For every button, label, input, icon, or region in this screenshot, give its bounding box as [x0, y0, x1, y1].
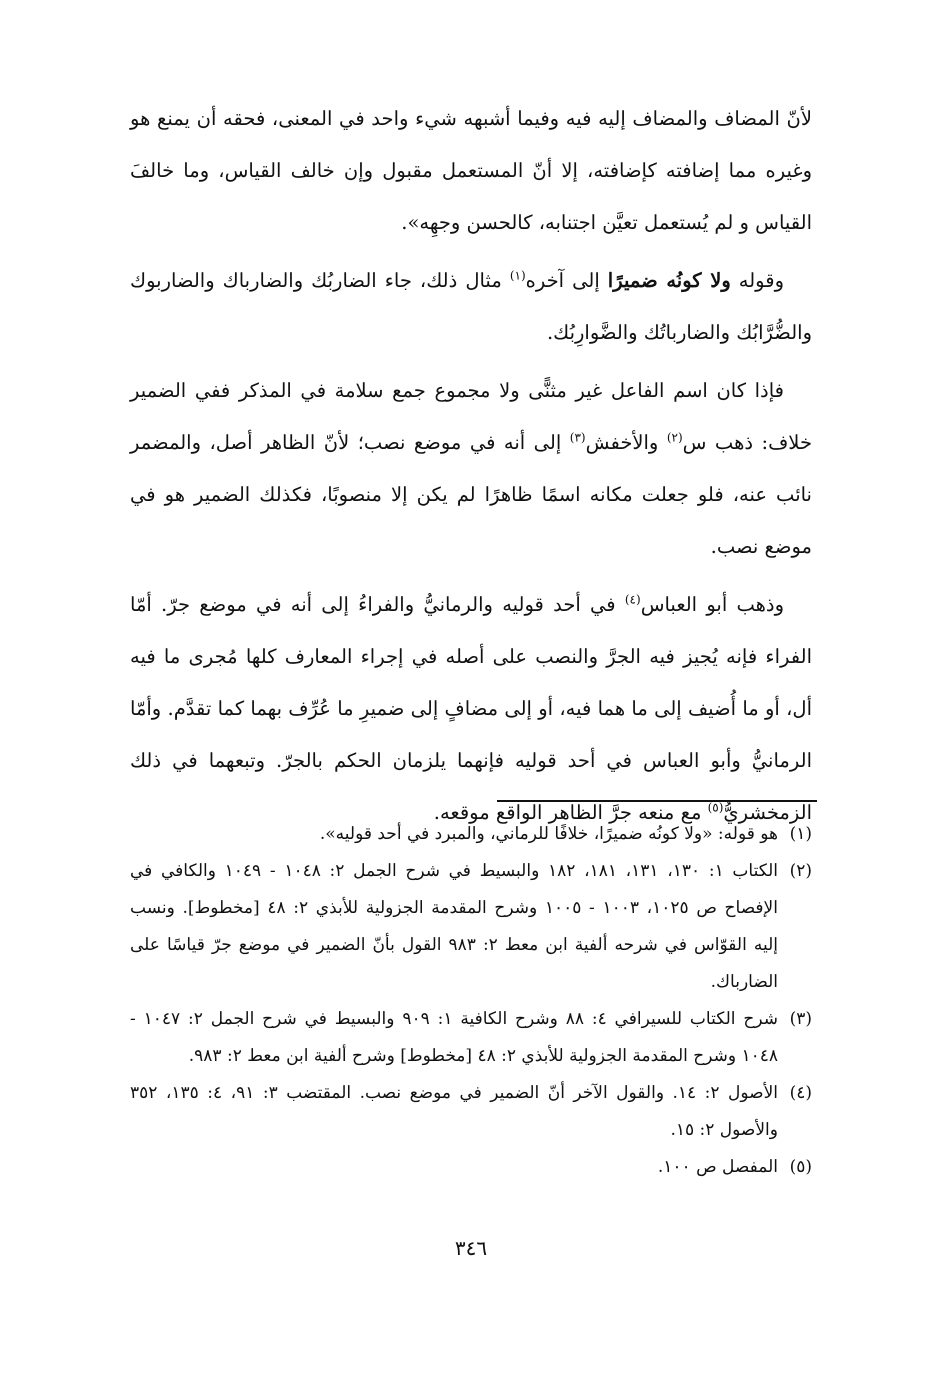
footnote-text: الكتاب ١: ١٣٠، ١٣١، ١٨١، ١٨٢ والبسيط في شرح الجمل ٢: ١٠٤٨ - ١٠٤٩ والكافي في الإفصاح ص ١٠٢٥، ١٠٠٣ - ١٠٠٥ وشرح المقدمة الجزولية للأبذي ٢: ٤٨ [مخطوط]. ونسب إليه القوّاس في شرحه ألفية ابن معط ٢: ٩٨٣ القول بأنّ الضمير في موضع جرّ قياسًا على الضارباك. — [130, 861, 779, 992]
main-text — [130, 93, 812, 845]
footnote-text: شرح الكتاب للسيرافي ٤: ٨٨ وشرح الكافية ١: ٩٠٩ والبسيط في شرح الجمل ٢: ١٠٤٧ - ١٠٤٨ وشرح المقدمة الجزولية للأبذي ٢: ٤٨ [مخطوط] وشرح ألفية ابن معط ٢: ٩٨٣. — [130, 1009, 778, 1066]
footnote-ref-5[interactable]: (٥) — [707, 800, 724, 815]
paragraph-2-rest: مثال ذلك، جاء الضاربُك والضارباك والضاربوك والضُّرَّابُك والضارباتُك والضَّوارِبُك. — [130, 269, 812, 344]
paragraph-2-mid: إلى آخره — [525, 269, 608, 292]
footnote — [130, 1001, 812, 1075]
paragraph-4-a: وذهب أبو العباس — [640, 593, 784, 616]
paragraph-3 — [130, 365, 812, 573]
paragraph-3-a: فإذا كان اسم الفاعل غير مثنًّى ولا مجموع جمع سلامة في المذكر ففي الضمير خلاف: ذهب س — [130, 379, 812, 454]
footnotes — [130, 816, 812, 1186]
footnote-text: الأصول ٢: ١٤. والقول الآخر أنّ الضمير في موضع نصب. المقتضب ٣: ٩١، ٤: ١٣٥، ٣٥٢ والأصول ٢: ١٥. — [130, 1083, 779, 1140]
quoted-phrase: ولا كونُه ضميرًا — [607, 269, 731, 292]
footnote-divider — [497, 800, 817, 802]
footnote-text: هو قوله: «ولا كونُه ضميرًا، خلافًا للرماني، والمبرد في أحد قوليه». — [319, 824, 778, 844]
paragraph-2 — [130, 255, 812, 359]
paragraph-1: لأنّ المضاف والمضاف إليه فيه وفيما أشبهه شيء واحد في المعنى، فحقه أن يمنع هو وغيره مما إضافته كإضافته، إلا أنّ المستعمل مقبول وإن خالف القياس، وما خالفَ القياس و لم يُستعمل تعيَّن اجتنابه، كالحسن وجهِه». — [130, 107, 812, 234]
footnote-text: المفصل ص ١٠٠. — [657, 1157, 778, 1177]
paragraph-4-c: مع منعه جرَّ الظاهر الواقع موقعه. — [433, 801, 708, 824]
paragraph-4-b: في أحد قوليه والرمانيُّ والفراءُ إلى أنه في موضع جرّ. أمّا الفراء فإنه يُجيز فيه الجرَّ والنصب على أصله في إجراء المعارف كلها مُجرى ما فيه أل، أو ما أُضيف إلى ما هما فيه، أو إلى مضافٍ إلى ضميرِ ما عُرِّف بهما كما تقدَّم. وأمّا الرمانيُّ وأبو العباس في أحد قوليه فإنهما يلزمان الحكم بالجرّ. وتبعهما في ذلك الزمخشريُّ — [130, 593, 812, 824]
footnote-ref-3[interactable]: (٣) — [569, 430, 586, 445]
footnote — [130, 1075, 812, 1149]
paragraph-3-b: والأخفش — [585, 431, 667, 454]
footnote — [130, 1149, 812, 1186]
footnote-number: (١) — [789, 824, 812, 844]
page-number: ٣٤٦ — [454, 1236, 488, 1260]
footnote-number: (٣) — [789, 1009, 812, 1029]
footnote-number: (٢) — [789, 861, 812, 881]
footnote — [130, 816, 812, 853]
paragraph-3-c: إلى أنه في موضع نصب؛ لأنّ الظاهر أصل، والمضمر نائب عنه، فلو جعلت مكانه اسمًا ظاهرًا لم يكن إلا منصوبًا، فكذلك الضمير هو في موضع نصب. — [130, 431, 812, 558]
footnote-number: (٤) — [789, 1083, 812, 1103]
footnote — [130, 853, 812, 1001]
footnote-number: (٥) — [789, 1157, 812, 1177]
footnote-ref-4[interactable]: (٤) — [624, 592, 641, 607]
paragraph-2-lead: وقوله — [730, 269, 784, 292]
footnote-ref-2[interactable]: (٢) — [666, 430, 683, 445]
footnote-ref-1[interactable]: (١) — [509, 268, 526, 283]
